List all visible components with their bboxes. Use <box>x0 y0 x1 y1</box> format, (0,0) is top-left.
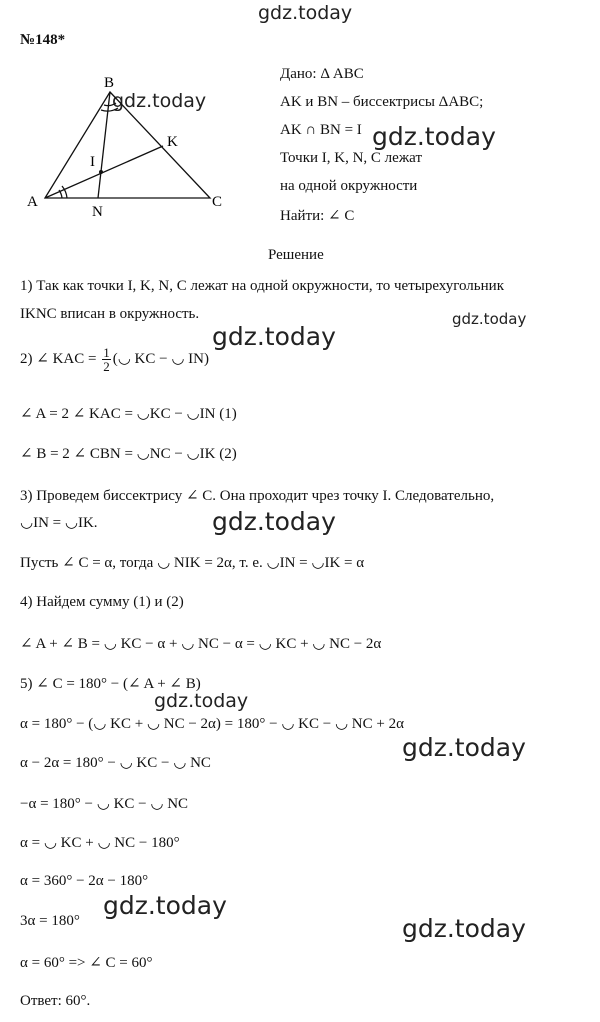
triangle-abc <box>45 92 210 198</box>
watermark-right-mid: gdz.today <box>402 733 526 762</box>
fraction-numerator: 1 <box>103 345 110 360</box>
equation-line-4: α = ◡ KC + ◡ NC − 180° <box>20 835 180 851</box>
step-2-lhs: 2) ∠ KAC = <box>20 350 101 367</box>
equation-angle-b: ∠ B = 2 ∠ CBN = ◡NC − ◡IK (2) <box>20 446 237 462</box>
step-1-line-2: IKNC вписан в окружность. <box>20 306 200 322</box>
answer: Ответ: 60°. <box>20 993 91 1009</box>
equation-line-1: α = 180° − (◡ KC + ◡ NC − 2α) = 180° − ◡ KC − ◡ NC + 2α <box>20 716 404 732</box>
solution-title: Решение <box>268 247 324 263</box>
label-k: K <box>167 134 178 150</box>
angle-mark-b1 <box>101 108 118 111</box>
equation-line-6: 3α = 180° <box>20 913 80 929</box>
label-c: C <box>212 194 223 210</box>
equation-angle-a: ∠ A = 2 ∠ KAC = ◡KC − ◡IN (1) <box>20 406 237 422</box>
equation-line-5: α = 360° − 2α − 180° <box>20 873 149 889</box>
step-2-rhs: (◡ KC − ◡ IN) <box>112 350 209 367</box>
given-line-1: Дано: Δ ABC <box>280 66 364 82</box>
given-line-2: AK и BN – биссектрисы ΔABC; <box>280 94 484 110</box>
watermark-figure: gdz.today <box>112 90 207 112</box>
step-3-line-1: 3) Проведем биссектрису ∠ C. Она проходит чрез точку I. Следовательно, <box>20 488 495 504</box>
equation-line-2: α − 2α = 180° − ◡ KC − ◡ NC <box>20 755 211 771</box>
step-4-equation: ∠ A + ∠ B = ◡ KC − α + ◡ NC − α = ◡ KC + ◡ NC − 2α <box>20 636 382 652</box>
step-5-title: 5) ∠ C = 180° − (∠ A + ∠ B) <box>20 676 201 692</box>
watermark-top: gdz.today <box>258 2 353 24</box>
step-4-title: 4) Найдем сумму (1) и (2) <box>20 594 184 610</box>
bisector-ak <box>45 146 163 198</box>
problem-number: №148* <box>20 32 66 48</box>
angle-mark-a1 <box>62 186 67 198</box>
step-1-line-1: 1) Так как точки I, K, N, C лежат на одной окружности, то четырехугольник <box>20 278 504 294</box>
given-line-5: на одной окружности <box>280 178 418 194</box>
equation-line-7: α = 60° => ∠ C = 60° <box>20 955 153 971</box>
label-i: I <box>90 154 95 170</box>
watermark-step1: gdz.today <box>212 322 336 351</box>
watermark-bottom-right: gdz.today <box>402 914 526 943</box>
fraction-denominator: 2 <box>103 359 110 374</box>
point-i <box>99 170 103 174</box>
fraction-one-half <box>102 346 111 373</box>
label-a: A <box>27 194 38 210</box>
label-b: B <box>104 75 115 91</box>
watermark-step3: gdz.today <box>212 507 336 536</box>
step-3-line-3: Пусть ∠ C = α, тогда ◡ NIK = 2α, т. е. ◡IN = ◡IK = α <box>20 555 365 571</box>
watermark-small-right: gdz.today <box>452 310 527 328</box>
watermark-given: gdz.today <box>372 122 496 151</box>
angle-mark-b2 <box>104 103 116 106</box>
given-line-4: Точки I, K, N, C лежат <box>280 150 423 166</box>
watermark-step5: gdz.today <box>154 690 249 712</box>
given-find: Найти: ∠ C <box>280 208 355 224</box>
equation-line-3: −α = 180° − ◡ KC − ◡ NC <box>20 796 189 812</box>
step-2-formula <box>20 346 209 373</box>
step-3-line-2: ◡IN = ◡IK. <box>20 515 98 531</box>
label-n: N <box>92 204 103 220</box>
triangle-figure <box>0 0 260 230</box>
given-line-3: AK ∩ BN = I <box>280 122 362 138</box>
watermark-bottom-left: gdz.today <box>103 891 227 920</box>
